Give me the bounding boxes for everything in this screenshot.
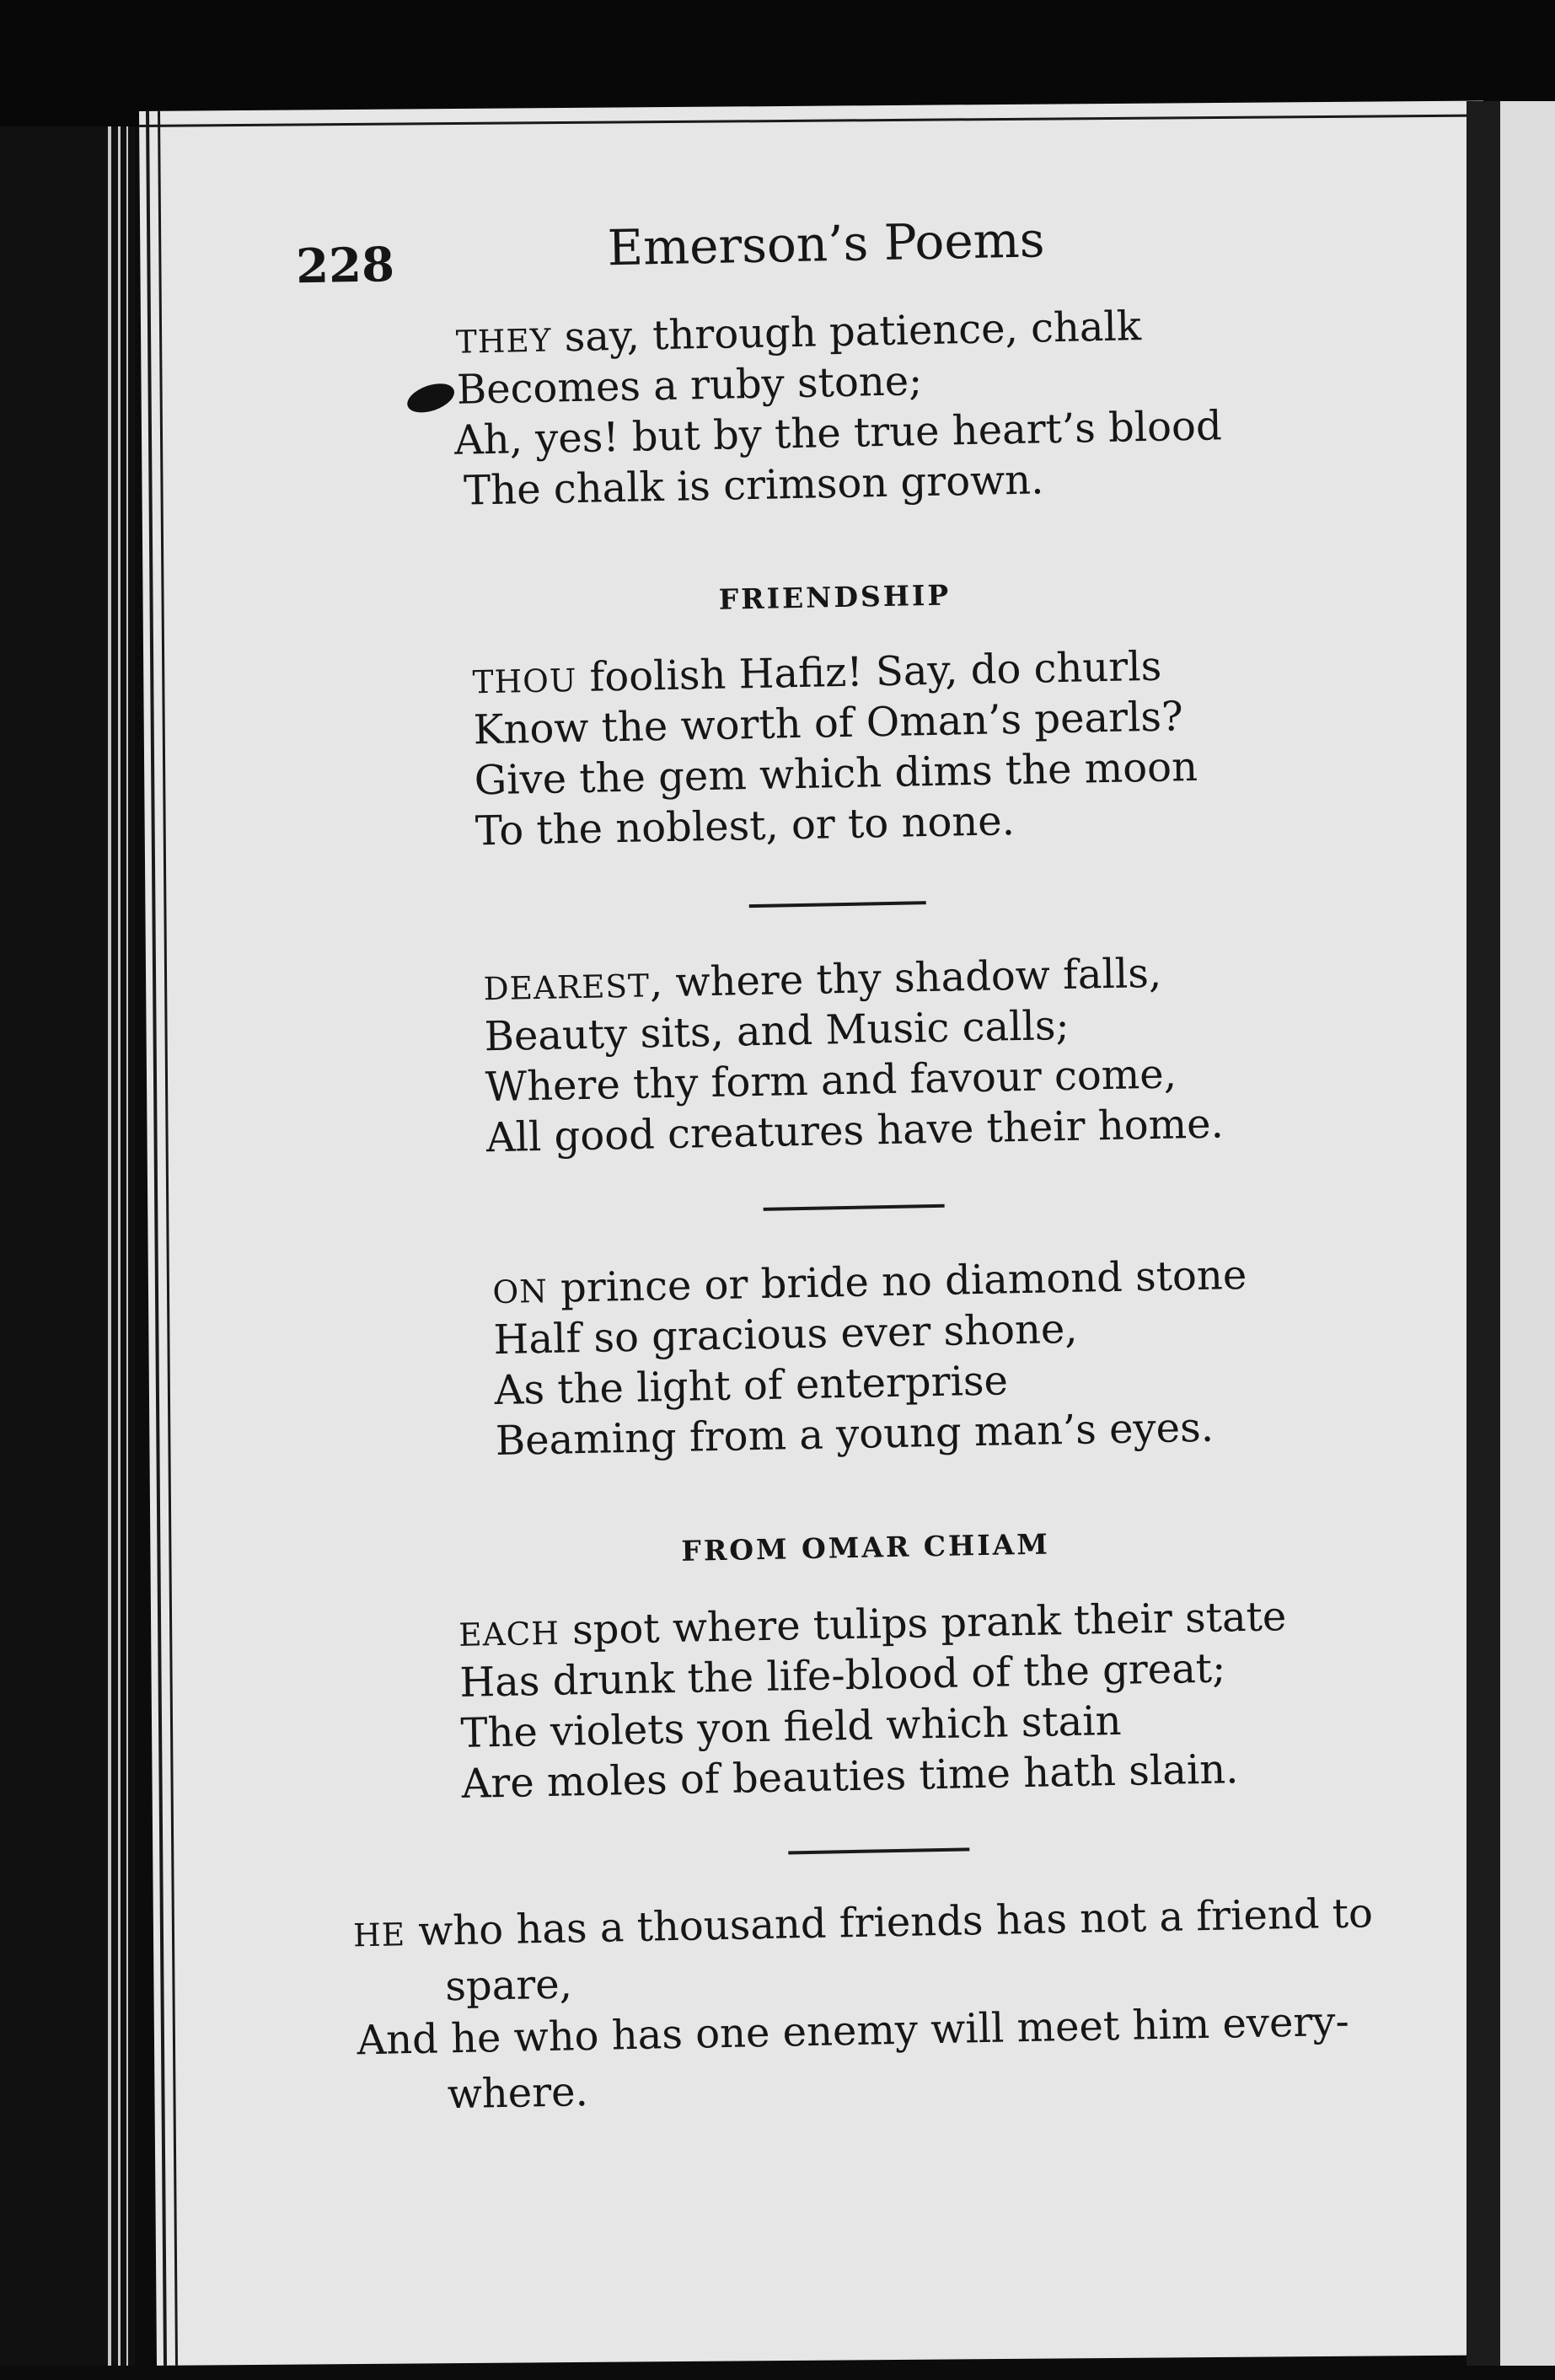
initial-small-caps: DEAREST — [483, 967, 651, 1008]
poem-line: Half so gracious ever shone, — [493, 1305, 1079, 1364]
poem-line: Give the gem which dims the moon — [474, 742, 1198, 805]
running-title: Emerson’s Poems — [607, 211, 1046, 277]
poem-line: Becomes a ruby stone; — [456, 357, 923, 414]
poem-line: The chalk is crimson grown. — [463, 456, 1044, 515]
poem-line — [455, 303, 1142, 362]
poem-line: As the light of enterprise — [494, 1357, 1009, 1415]
initial-small-caps: EACH — [458, 1614, 560, 1654]
poem-line — [458, 1593, 1287, 1654]
poem-line: Where thy form and favour come, — [485, 1050, 1177, 1112]
poem-line: Know the worth of Oman’s pearls? — [473, 693, 1184, 754]
poem-line: Are moles of beauties time hath slain. — [461, 1745, 1239, 1808]
line-text: who has a thousand friends has not a friend to — [405, 1890, 1374, 1956]
poem-line: All good creatures have their home. — [485, 1100, 1225, 1162]
section-divider — [788, 1847, 969, 1854]
poem-line: where. — [447, 2068, 589, 2119]
poem-heading: FRIENDSHIP — [718, 578, 952, 616]
poem-line: The violets yon field which stain — [460, 1697, 1123, 1757]
section-divider — [764, 1204, 945, 1211]
poem-line: Ah, yes! but by the true heart’s blood — [453, 402, 1223, 464]
initial-small-caps: THOU — [472, 662, 577, 701]
ink-blot — [404, 378, 458, 418]
page-number: 228 — [295, 237, 395, 295]
poem-line — [352, 1890, 1374, 1956]
poem-heading: FROM OMAR CHIAM — [681, 1527, 1051, 1568]
poem-line — [472, 642, 1162, 702]
poem-line: Has drunk the life-blood of the great; — [458, 1644, 1226, 1707]
line-text: , where thy shadow falls, — [649, 949, 1162, 1007]
poem-line: Beauty sits, and Music calls; — [484, 1001, 1070, 1061]
initial-small-caps: THEY — [455, 321, 552, 361]
line-text: spot where tulips prank their state — [559, 1593, 1287, 1654]
line-text: say, through patience, chalk — [550, 303, 1142, 362]
poem-line — [492, 1251, 1247, 1312]
initial-small-caps: ON — [492, 1272, 549, 1311]
line-text: foolish Hafiz! Say, do churls — [576, 642, 1162, 702]
poem-line: spare, — [444, 1960, 573, 2011]
poem-line — [483, 949, 1162, 1008]
poem-line: Beaming from a young man’s eyes. — [495, 1403, 1215, 1466]
initial-small-caps: HE — [352, 1916, 406, 1954]
poem-line: To the noblest, or to none. — [475, 797, 1016, 855]
poem-line: And he who has one enemy will meet him every- — [356, 1997, 1350, 2065]
section-divider — [749, 901, 926, 908]
line-text: prince or bride no diamond stone — [547, 1251, 1247, 1312]
